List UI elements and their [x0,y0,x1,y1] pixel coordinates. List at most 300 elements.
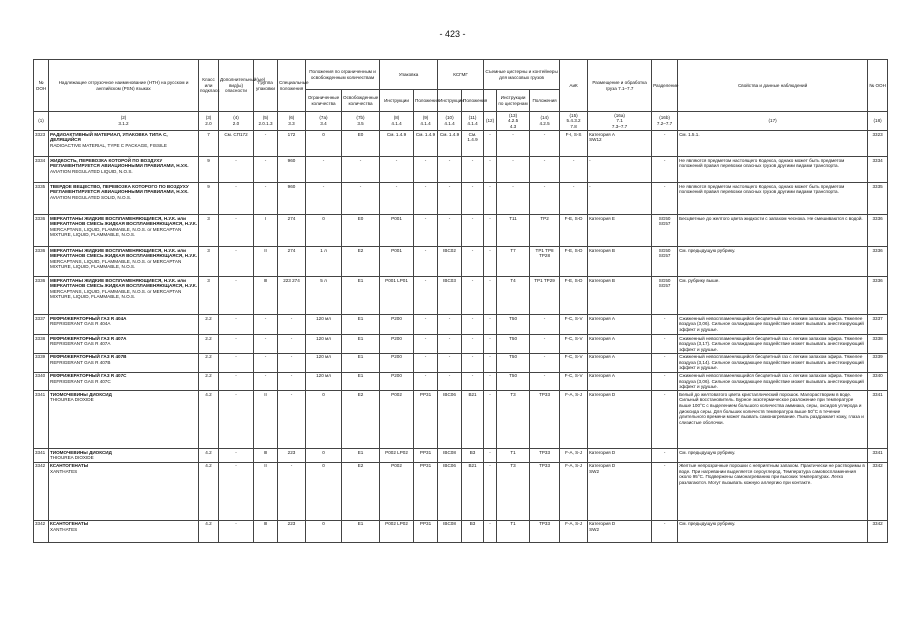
table-row [34,157,888,183]
packing-group: II [254,391,278,449]
ibc-instruction: IBC06 [438,462,462,520]
tank-instruction: T3 [497,462,530,520]
packing-provision: PP31 [414,449,438,462]
shipping-name-ru: МЕРКАПТАНЫ ЖИДКИЕ ВОСПЛАМЕНЯЮЩИЕСЯ, Н.У.К. или МЕРКАПТАНОВ СМЕСЬ ЖИДКАЯ ВОСПЛАМЕНЯЮЩАЯСЯ, Н.У.К. [50,215,197,227]
shipping-name [49,247,199,277]
shipping-name [49,449,199,462]
class: 3 [199,277,219,315]
shipping-name-en: THIOUREA DIOXIDE [50,455,94,461]
column-number: (10) 4.1.4 [438,112,462,131]
un-number-right: 3336 [868,247,888,277]
ibc-provision: B3 [462,520,484,542]
special-provisions: 223 [278,520,306,542]
col-12-value: - [484,391,497,449]
column-number: (16a) 7.1 7.3–7.7 [588,112,652,131]
column-number: (3) 2.0 [199,112,219,131]
ibc-provision: B3 [462,449,484,462]
shipping-name [49,372,199,391]
ibc-instruction: IBC03 [438,277,462,315]
ibc-provision: - [462,157,484,183]
special-provisions: 223 [278,449,306,462]
shipping-name-en: MERCAPTANS, LIQUID, FLAMMABLE, N.O.S. or MERCAPTAN MIXTURE, LIQUID, FLAMMABLE, N.O.S. [50,226,182,238]
column-number: (17) [678,112,868,131]
properties: Сжиженный невоспламеняющийся бесцветный газ с легким запахом эфира. Тяжелее воздуха (3,06). Сильное охлаждающее воздействие может вызывать анестезирующий эффект и удушье. [678,372,868,391]
excepted-quantity: E0 [342,215,380,247]
col-stowage: Размещение и обработка груза 7.1–7.7 [588,60,652,112]
table-row [34,335,888,354]
column-number: (2) 3.1.2 [49,112,199,131]
col-ibc-instr: Инструкции [438,90,462,112]
tank-instruction: T11 [497,215,530,247]
ems: - [560,183,588,215]
col-un: № ООН [34,60,49,112]
ems: F-C, S-V [560,315,588,335]
packing-group: - [254,157,278,183]
col-quantities: Положения по ограниченным и освобожденным количествам [306,60,380,90]
un-number-right: 3339 [868,353,888,372]
shipping-name-en: REFRIGERANT GAS R 407B [50,359,111,365]
subsidiary-risk: - [219,277,254,315]
special-provisions: 274 [278,215,306,247]
excepted-quantity: E2 [342,247,380,277]
un-number-right: 3342 [868,462,888,520]
properties: Сжиженный невоспламеняющийся бесцветный газ с легким запахом эфира. Тяжелее воздуха (3,06). Сильное охлаждающее воздействие может вызывать анестезирующий эффект и удушье. [678,315,868,335]
subsidiary-risk: - [219,462,254,520]
segregation: - [652,449,678,462]
tank-provision: - [530,335,560,354]
segregation: - [652,353,678,372]
tank-provision: - [530,315,560,335]
un-number-right: 3337 [868,315,888,335]
un-number-right: 3340 [868,372,888,391]
shipping-name [49,215,199,247]
col-properties: Свойства и данные наблюдений [678,60,868,112]
packing-group: I [254,215,278,247]
table-row [34,520,888,542]
packing-group: III [254,449,278,462]
shipping-name-en: AVIATION REGULATED LIQUID, N.O.S. [50,168,133,174]
table-row [34,391,888,449]
subsidiary-risk: - [219,353,254,372]
segregation: - [652,183,678,215]
stowage: Категория A [588,372,652,391]
shipping-name-en: REFRIGERANT GAS R 407C [50,378,111,384]
packing-group: - [254,131,278,157]
packing-provision: См. 1.4.9 [414,131,438,157]
class: 7 [199,131,219,157]
shipping-name-ru: МЕРКАПТАНЫ ЖИДКИЕ ВОСПЛАМЕНЯЮЩИЕСЯ, Н.У.К. или МЕРКАПТАНОВ СМЕСЬ ЖИДКАЯ ВОСПЛАМЕНЯЮЩАЯСЯ, Н.У.К. [50,277,197,289]
class: 9 [199,183,219,215]
properties: Сжиженный невоспламеняющийся бесцветный газ с легким запахом эфира. Тяжелее воздуха (3,14). Сильное охлаждающее воздействие может вызывать анестезирующий эффект и удушье. [678,353,868,372]
packing-group: - [254,372,278,391]
packing-group: III [254,520,278,542]
excepted-quantity: E1 [342,372,380,391]
subsidiary-risk: См. СП172 [219,131,254,157]
shipping-name-en: AVIATION REGULATED SOLID, N.O.S. [50,194,132,200]
tank-instruction: T7 [497,247,530,277]
segregation: SG50 SG57 [652,215,678,247]
packing-instruction: P200 [380,372,414,391]
col-tank-prov: Положения [530,90,560,112]
special-provisions: 274 [278,247,306,277]
table-row [34,372,888,391]
shipping-name-en: RADIOACTIVE MATERIAL, TYPE C PACKAGE, FISSILE [50,142,167,148]
table-row [34,353,888,372]
ems: F-C, S-V [560,353,588,372]
ibc-provision: См. 1.4.9 [462,131,484,157]
shipping-name [49,335,199,354]
col-12-value: - [484,353,497,372]
limited-quantity: 0 [306,215,342,247]
ibc-instruction: - [438,183,462,215]
tank-provision: TP2 [530,215,560,247]
packing-provision: - [414,215,438,247]
ems: F-C, S-V [560,372,588,391]
shipping-name-ru: РЕФРИЖЕРАТОРНЫЙ ГАЗ R 407A [50,335,127,341]
shipping-name-en: THIOUREA DIOXIDE [50,397,94,403]
class: 2.2 [199,372,219,391]
col-packing: Упаковка [380,60,438,90]
special-provisions: - [278,391,306,449]
packing-instruction: P002 LP02 [380,449,414,462]
shipping-name-en: XANTHATES [50,526,78,532]
class: 3 [199,247,219,277]
un-number: 3339 [34,353,49,372]
packing-provision: PP31 [414,462,438,520]
excepted-quantity: - [342,183,380,215]
packing-instruction: P001 LP01 [380,277,414,315]
properties: См. 1.5.1. [678,131,868,157]
tank-provision: - [530,157,560,183]
class: 4.2 [199,449,219,462]
ems: F-A, S-J [560,391,588,449]
ibc-provision: - [462,353,484,372]
table-row [34,183,888,215]
shipping-name-ru: РЕФРИЖЕРАТОРНЫЙ ГАЗ R 407B [50,354,127,360]
limited-quantity: 0 [306,449,342,462]
shipping-name-ru: МЕРКАПТАНЫ ЖИДКИЕ ВОСПЛАМЕНЯЮЩИЕСЯ, Н.У.К. или МЕРКАПТАНОВ СМЕСЬ ЖИДКАЯ ВОСПЛАМЕНЯЮЩАЯСЯ, Н.У.К. [50,247,197,259]
ibc-instruction: - [438,353,462,372]
un-number: 3342 [34,462,49,520]
packing-group: II [254,247,278,277]
col-packing-prov: Положения [414,90,438,112]
packing-provision: - [414,183,438,215]
special-provisions: - [278,315,306,335]
packing-provision: PP31 [414,520,438,542]
un-number: 3334 [34,157,49,183]
tank-instruction: T3 [497,391,530,449]
stowage: Категория D [588,391,652,449]
excepted-quantity: E1 [342,277,380,315]
ibc-provision: - [462,372,484,391]
table-row [34,315,888,335]
ems: F-E, S-D [560,277,588,315]
packing-provision: PP31 [414,391,438,449]
packing-instruction: P002 [380,391,414,449]
limited-quantity: - [306,157,342,183]
packing-provision: - [414,335,438,354]
col-12-value: - [484,247,497,277]
ibc-provision: - [462,183,484,215]
class: 2.2 [199,353,219,372]
stowage-code: SW2 [589,526,600,532]
subsidiary-risk: - [219,183,254,215]
ibc-provision: - [462,215,484,247]
ibc-instruction: IBC02 [438,247,462,277]
packing-provision: - [414,353,438,372]
ibc-provision: - [462,247,484,277]
column-number: (5) 2.0.1.3 [254,112,278,131]
un-number: 3342 [34,520,49,542]
properties: Сжиженный невоспламеняющийся бесцветный газ с легким запахом эфира. Тяжелее воздуха (3,17). Сильное охлаждающее воздействие может вызывать анестезирующий эффект и удушье. [678,335,868,354]
class: 2.2 [199,315,219,335]
properties: См. рубрику выше. [678,277,868,315]
segregation: - [652,372,678,391]
table-body [34,131,888,543]
col-12-value: - [484,449,497,462]
segregation: - [652,157,678,183]
limited-quantity: 120 мл [306,372,342,391]
shipping-name-en: XANTHATES [50,468,78,474]
class: 3 [199,215,219,247]
stowage: Категория B [588,277,652,315]
packing-instruction: P002 LP02 [380,520,414,542]
ibc-provision: B21 [462,391,484,449]
limited-quantity: 120 мл [306,335,342,354]
ems: F-A, S-J [560,462,588,520]
column-number: (9) 4.1.4 [414,112,438,131]
col-ibc-prov: Положения [462,90,484,112]
subsidiary-risk: - [219,315,254,335]
ibc-instruction: - [438,315,462,335]
ems: F-C, S-V [560,335,588,354]
properties: Бесцветные до желтого цвета жидкости с запахом чеснока. Не смешиваются с водой. [678,215,868,247]
subsidiary-risk: - [219,335,254,354]
table-row [34,277,888,315]
ems: F-E, S-D [560,247,588,277]
column-number: (11) 4.1.4 [462,112,484,131]
ibc-instruction: IBC08 [438,449,462,462]
col-12-value: - [484,335,497,354]
properties: Не являются предметом настоящего Кодекса, однако может быть предметом положений правил перевозки опасных грузов другими видами транспорта. [678,183,868,215]
un-number-right: 3342 [868,520,888,542]
shipping-name-en: REFRIGERANT GAS R 404A [50,321,111,327]
limited-quantity: 1 л [306,247,342,277]
column-number: (18) [868,112,888,131]
limited-quantity: 0 [306,520,342,542]
packing-instruction: P200 [380,335,414,354]
segregation: SG50 SG57 [652,247,678,277]
subsidiary-risk: - [219,449,254,462]
stowage: Категория A SW12 [588,131,652,157]
column-number: (6) 3.3 [278,112,306,131]
packing-instruction: - [380,183,414,215]
table-row [34,247,888,277]
special-provisions: - [278,462,306,520]
un-number: 3341 [34,391,49,449]
col-12-value: - [484,315,497,335]
col-ems: АиК [560,60,588,112]
shipping-name-ru: РАДИОАКТИВНЫЙ МАТЕРИАЛ, УПАКОВКА ТИПА C, ДЕЛЯЩИЙСЯ [50,131,168,143]
col-tanks: Съемные цистерны и контейнеры для массовых грузов [484,60,560,90]
ibc-provision: - [462,335,484,354]
subsidiary-risk: - [219,391,254,449]
col-name: Надлежащее отгрузочное наименование (НТН) на русском и английском (PSN) языках [49,60,199,112]
packing-instruction: P002 [380,462,414,520]
table-row [34,131,888,157]
un-number: 3336 [34,247,49,277]
col-12-value: - [484,215,497,247]
col-12-value: - [484,520,497,542]
table-row [34,449,888,462]
col-segregation: Разделение [652,60,678,112]
tank-instruction: T4 [497,277,530,315]
shipping-name-ru: КСАНТОГЕНАТЫ [50,463,89,469]
segregation: - [652,391,678,449]
stowage: - [588,183,652,215]
ibc-provision: - [462,315,484,335]
column-number: (4) 2.0 [219,112,254,131]
col-12-value: - [484,131,497,157]
segregation: - [652,520,678,542]
segregation: - [652,335,678,354]
stowage: Категория D SW2 [588,462,652,520]
subsidiary-risk: - [219,520,254,542]
shipping-name [49,462,199,520]
properties: См. предыдущую рубрику. [678,520,868,542]
un-number: 3323 [34,131,49,157]
un-number: 3336 [34,277,49,315]
column-number: (8) 4.1.4 [380,112,414,131]
ibc-provision: - [462,277,484,315]
subsidiary-risk: - [219,215,254,247]
excepted-quantity: E1 [342,520,380,542]
tank-provision: - [530,131,560,157]
un-number: 3340 [34,372,49,391]
shipping-name-en: MERCAPTANS, LIQUID, FLAMMABLE, N.O.S. or MERCAPTAN MIXTURE, LIQUID, FLAMMABLE, N.O.S. [50,288,182,300]
stowage: Категория A [588,335,652,354]
un-number-right: 3338 [868,335,888,354]
ibc-instruction: - [438,215,462,247]
column-number: (16b) 7.2–7.7 [652,112,678,131]
packing-provision: - [414,277,438,315]
stowage: Категория D [588,449,652,462]
special-provisions: 223 274 [278,277,306,315]
properties: См. предыдущую рубрику. [678,247,868,277]
dangerous-goods-table [33,59,888,543]
ems: F-E, S-D [560,215,588,247]
shipping-name-ru: РЕФРИЖЕРАТОРНЫЙ ГАЗ R 404A [50,315,127,321]
tank-instruction: T50 [497,315,530,335]
col-packing-group: Группа упаковки [254,60,278,112]
column-number: (15) 5.4.3.2 7.8 [560,112,588,131]
col-class: Класс или подкласс [199,60,219,112]
ems: F-A, S-J [560,520,588,542]
un-number-right: 3341 [868,391,888,449]
tank-provision: - [530,353,560,372]
stowage-code: SW12 [589,137,602,143]
excepted-quantity: E1 [342,353,380,372]
packing-group: III [254,277,278,315]
col-12-value: - [484,372,497,391]
col-subsidiary: Дополнительный(ые) вид(ы) опасности [219,60,254,112]
table-row [34,462,888,520]
shipping-name-ru: ЖИДКОСТЬ, ПЕРЕВОЗКА КОТОРОЙ ПО ВОЗДУХУ РЕГЛАМЕНТИРУЕТСЯ АВИАЦИОННЫМИ ПРАВИЛАМИ, Н.У.К. [50,157,189,169]
properties: Белый до желтоватого цвета кристаллический порошок. Малорастворим в воде. Сильный восстановитель. Бурное экзотермическое разложение при температуре выше 100°C с выделением большого количества аммиака, серы, оксидов углерода и диоксида серы. Для больших количеств температура выше 50°C в течение длительного времени может вызвать самонагревание. Пыль раздражает кожу, глаза и слизистые оболочки. [678,391,868,449]
ems: F-I, S-S [560,131,588,157]
subsidiary-risk: - [219,372,254,391]
col-12-value: - [484,157,497,183]
shipping-name [49,315,199,335]
tank-provision: TP33 [530,520,560,542]
un-number-right: 3336 [868,215,888,247]
excepted-quantity: E1 [342,335,380,354]
page-number: - 423 - [439,29,466,39]
tank-instruction: - [497,183,530,215]
stowage: Категория B [588,247,652,277]
packing-instruction: - [380,157,414,183]
shipping-name [49,131,199,157]
un-number: 3336 [34,215,49,247]
packing-instruction: P001 [380,247,414,277]
tank-provision: TP33 [530,462,560,520]
tank-provision: TP33 [530,391,560,449]
tank-provision: - [530,183,560,215]
special-provisions: - [278,372,306,391]
un-number: 3337 [34,315,49,335]
limited-quantity: 120 мл [306,315,342,335]
excepted-quantity: E2 [342,391,380,449]
packing-instruction: P001 [380,215,414,247]
ibc-instruction: - [438,335,462,354]
stowage: Категория A [588,353,652,372]
ibc-instruction: IBC08 [438,520,462,542]
tank-instruction: T50 [497,372,530,391]
stowage: - [588,157,652,183]
limited-quantity: 0 [306,131,342,157]
tank-provision: TP33 [530,449,560,462]
ems: - [560,157,588,183]
properties: Желтые непрозрачные порошки с неприятным запахом. Практически не растворимы в воде. При нагревании выделяется сероуглерод. Температура самовоспламенения около 95°C. Подвержены самонагреванию при высоких температурах. Легко разлагаются. Могут вызывать кожную аллергию при контакте. [678,462,868,520]
shipping-name-ru: ТИОМОЧЕВИНЫ ДИОКСИД [50,449,112,455]
tank-instruction: T50 [497,353,530,372]
limited-quantity: - [306,183,342,215]
properties: Не являются предметом настоящего Кодекса, однако может быть предметом положений правил перевозки опасных грузов другими видами транспорта. [678,157,868,183]
tank-instruction: T1 [497,520,530,542]
packing-group: - [254,183,278,215]
packing-provision: - [414,157,438,183]
excepted-quantity: E2 [342,462,380,520]
limited-quantity: 5 л [306,277,342,315]
shipping-name-ru: ТВЕРДОЕ ВЕЩЕСТВО, ПЕРЕВОЗКА КОТОРОГО ПО ВОЗДУХУ РЕГЛАМЕНТИРУЕТСЯ АВИАЦИОННЫМИ ПРАВИЛАМИ, Н.У.К. [50,183,189,195]
class: 4.2 [199,462,219,520]
column-number-row [34,112,888,131]
shipping-name [49,277,199,315]
col-un-right: № ООН [868,60,888,112]
column-number: (13) 4.2.5 4.3 [497,112,530,131]
ibc-instruction: IBC06 [438,391,462,449]
col-packing-instr: Инструкции [380,90,414,112]
ibc-instruction: - [438,157,462,183]
subsidiary-risk: - [219,157,254,183]
col-12-value: - [484,462,497,520]
tank-instruction: T1 [497,449,530,462]
ibc-instruction: - [438,372,462,391]
tank-instruction: T50 [497,335,530,354]
tank-provision: TP1 TP29 [530,277,560,315]
column-number: (7b) 3.5 [342,112,380,131]
packing-provision: - [414,247,438,277]
